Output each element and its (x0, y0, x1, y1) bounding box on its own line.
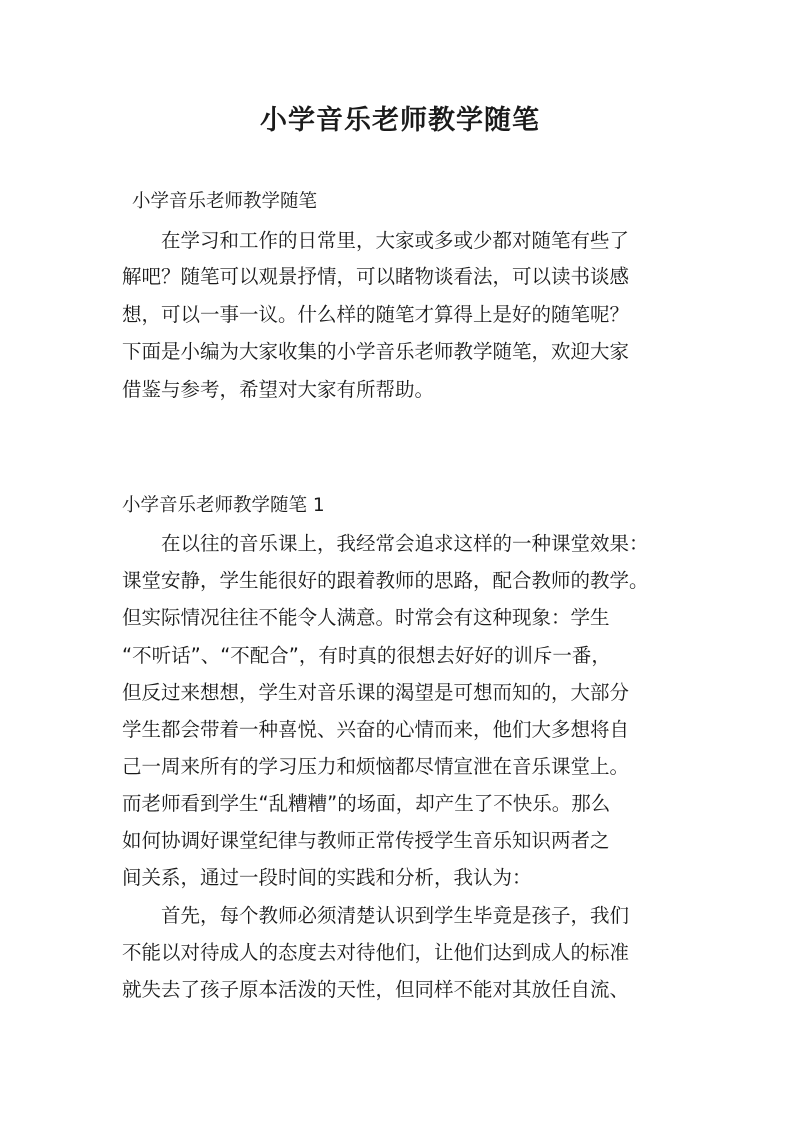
paragraph-line: 如何协调好课堂纪律与教师正常传授学生音乐知识两者之 (122, 829, 610, 852)
paragraph-line: 在以往的音乐课上，我经常会追求这样的一种课堂效果： (161, 532, 649, 555)
intro-subtitle: 小学音乐老师教学随笔 (132, 191, 318, 212)
paragraph-line: 不能以对待成人的态度去对待他们，让他们达到成人的标准 (122, 941, 630, 964)
intro-line: 借鉴与参考，希望对大家有所帮助。 (122, 378, 435, 401)
paragraph-line: 但反过来想想，学生对音乐课的渴望是可想而知的，大部分 (122, 681, 630, 704)
paragraph-line: 首先，每个教师必须清楚认识到学生毕竟是孩子，我们 (161, 904, 630, 927)
document-title: 小学音乐老师教学随笔 (260, 105, 540, 136)
paragraph-line: 学生都会带着一种喜悦、兴奋的心情而来，他们大多想将自 (122, 718, 630, 741)
section-heading: 小学音乐老师教学随笔 1 (122, 495, 325, 516)
intro-line: 想，可以一事一议。什么样的随笔才算得上是好的随笔呢？ (122, 303, 630, 326)
paragraph-line: “不听话”、“不配合”，有时真的很想去好好的训斥一番， (122, 644, 611, 667)
intro-line: 在学习和工作的日常里，大家或多或少都对随笔有些了 (161, 229, 630, 252)
paragraph-line: 但实际情况往往不能令人满意。时常会有这种现象：学生 (122, 606, 610, 629)
intro-line: 解吧？随笔可以观景抒情，可以睹物谈看法，可以读书谈感 (122, 265, 630, 288)
paragraph-line: 就失去了孩子原本活泼的天性，但同样不能对其放任自流、 (122, 978, 630, 1001)
paragraph-line: 而老师看到学生“乱糟糟”的场面，却产生了不快乐。那么 (122, 792, 611, 815)
paragraph-line: 己一周来所有的学习压力和烦恼都尽情宣泄在音乐课堂上。 (122, 755, 630, 778)
intro-line: 下面是小编为大家收集的小学音乐老师教学随笔，欢迎大家 (122, 340, 630, 363)
paragraph-line: 课堂安静，学生能很好的跟着教师的思路，配合教师的教学。 (122, 569, 649, 592)
paragraph-line: 间关系，通过一段时间的实践和分析，我认为： (122, 866, 532, 889)
